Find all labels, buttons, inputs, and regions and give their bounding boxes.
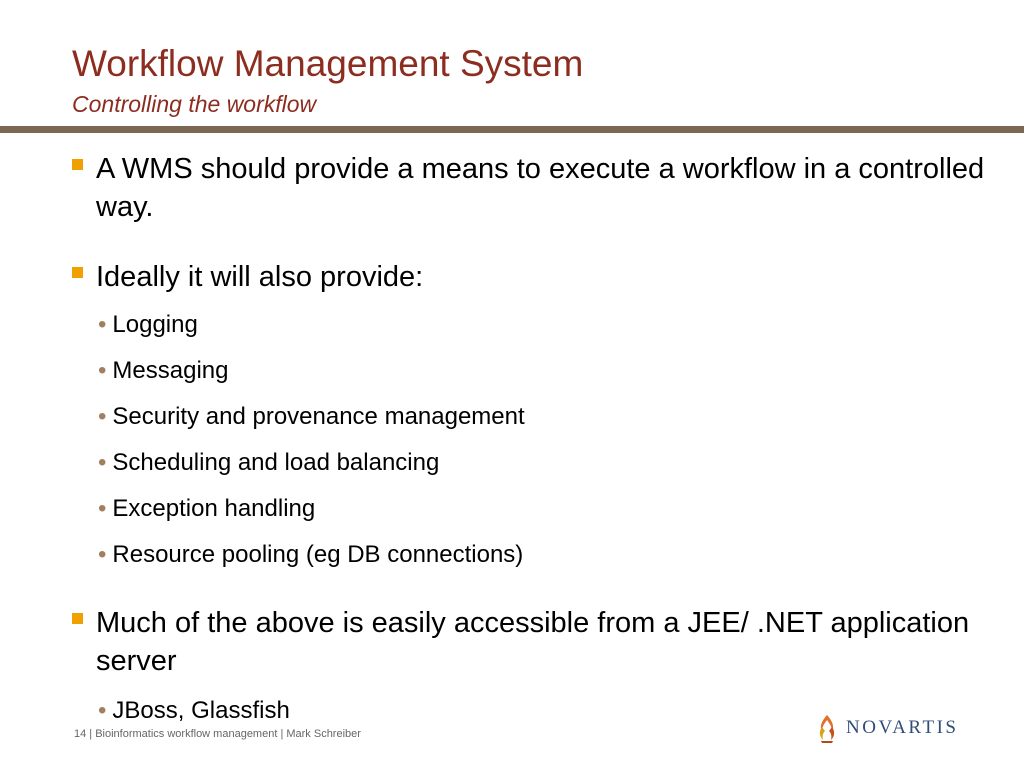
slide-title: Workflow Management System — [72, 43, 584, 84]
sub-bullet-item — [98, 402, 978, 432]
dot-bullet-icon: • — [98, 449, 107, 476]
square-bullet-icon — [72, 267, 83, 278]
sub-bullet-text: JBoss, Glassfish — [112, 697, 290, 724]
dot-bullet-icon: • — [98, 697, 107, 724]
bullet-text: A WMS should provide a means to execute a workflow in a controlled way. — [96, 153, 985, 223]
sub-bullet-item — [98, 310, 978, 340]
sub-bullet-text: Messaging — [112, 357, 229, 384]
dot-bullet-icon: • — [98, 495, 107, 522]
novartis-logo — [816, 713, 958, 743]
slide-subtitle: Controlling the workflow — [72, 91, 317, 117]
sub-bullet-item — [98, 494, 978, 524]
title-divider — [0, 126, 1024, 133]
bullet-item — [72, 150, 1002, 226]
flame-icon — [816, 713, 838, 743]
square-bullet-icon — [72, 613, 83, 624]
sub-bullet-text: Scheduling and load balancing — [112, 449, 440, 476]
bullet-text: Much of the above is easily accessible from a JEE/ .NET application server — [96, 607, 970, 677]
dot-bullet-icon: • — [98, 357, 107, 384]
bullet-text: Ideally it will also provide: — [96, 261, 424, 293]
sub-bullet-text: Resource pooling (eg DB connections) — [112, 541, 524, 568]
dot-bullet-icon: • — [98, 311, 107, 338]
bullet-item — [72, 258, 1002, 296]
bullet-item — [72, 604, 1002, 680]
sub-bullet-item — [98, 540, 978, 570]
logo-wordmark: NOVARTIS — [846, 717, 959, 738]
dot-bullet-icon: • — [98, 403, 107, 430]
sub-bullet-text: Security and provenance management — [112, 403, 525, 430]
sub-bullet-text: Exception handling — [112, 495, 316, 522]
dot-bullet-icon: • — [98, 541, 107, 568]
sub-bullet-item — [98, 356, 978, 386]
sub-bullet-item — [98, 448, 978, 478]
sub-bullet-text: Logging — [112, 311, 198, 338]
square-bullet-icon — [72, 159, 83, 170]
slide-footer: 14 | Bioinformatics workflow management | Mark Schreiber — [74, 728, 361, 740]
